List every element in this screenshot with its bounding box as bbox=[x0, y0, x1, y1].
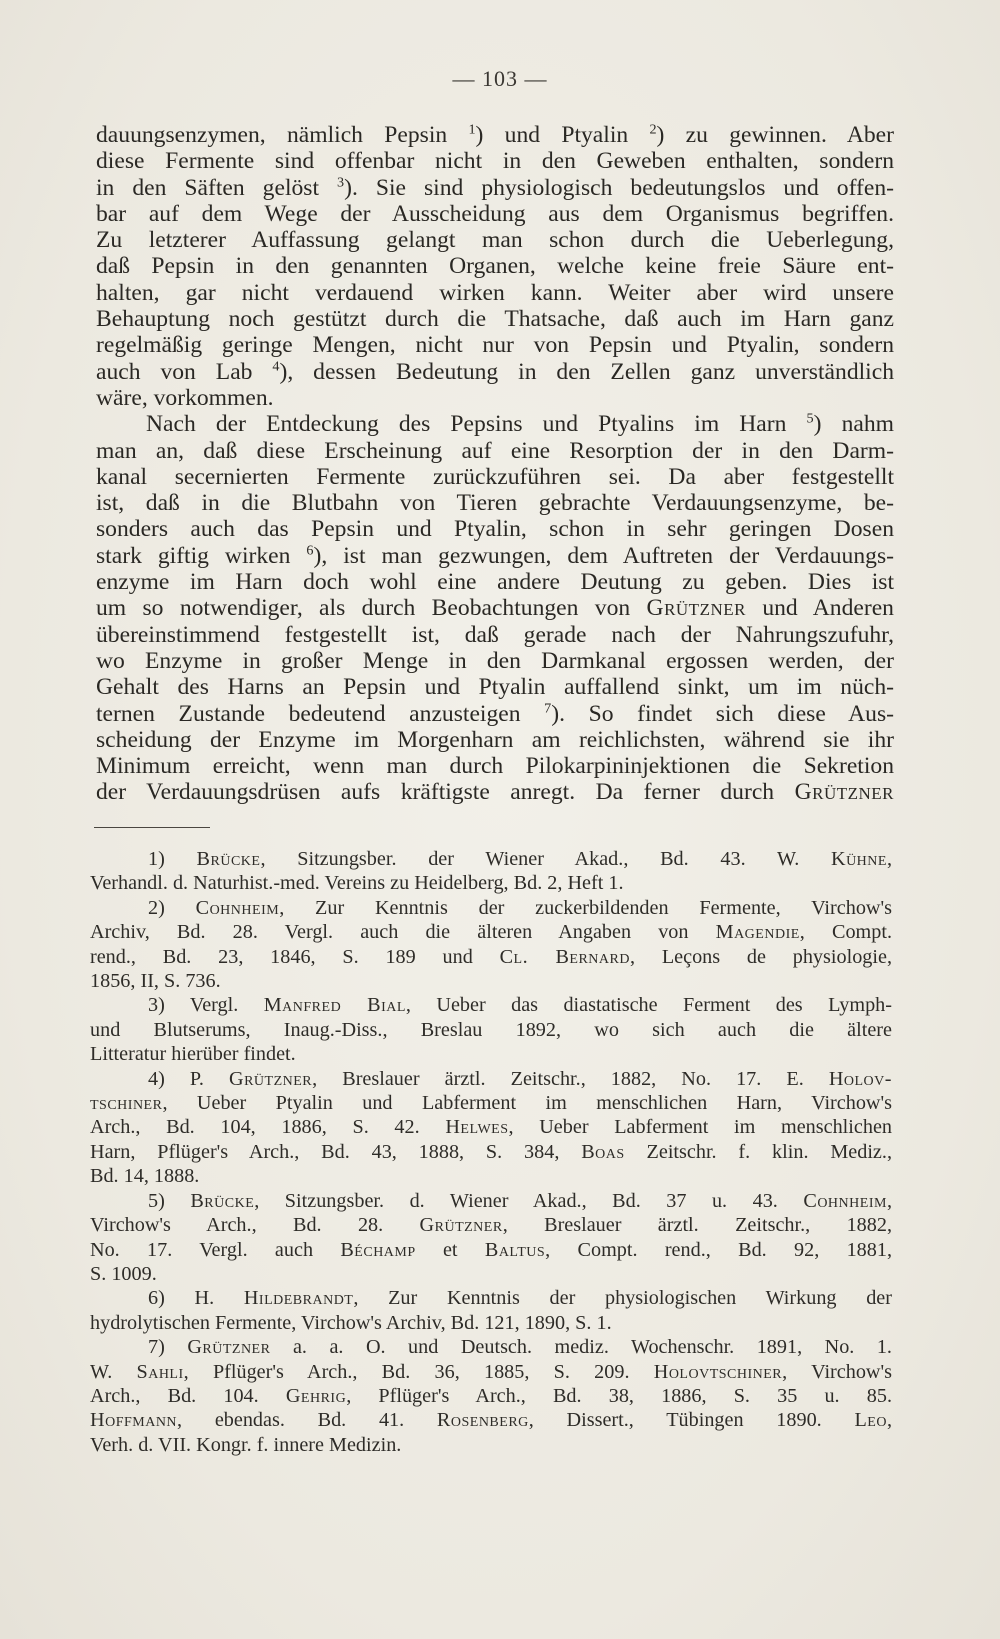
body-line: diese Fermente sind offenbar nicht in den Geweben enthalten, sondern bbox=[96, 148, 894, 175]
footnote-line: 1) Brücke, Sitzungsber. der Wiener Akad., Bd. 43. W. Kühne, bbox=[148, 848, 892, 870]
footnote-line: 2) Cohnheim, Zur Kenntnis der zuckerbildenden Fermente, Virchow's bbox=[148, 896, 892, 919]
body-line: Behauptung noch gestützt durch die Thatsache, daß auch im Harn ganz bbox=[96, 306, 894, 333]
body-line: halten, gar nicht verdauend wirken kann. Weiter aber wird unsere bbox=[96, 279, 894, 306]
footnote-line: W. Sahli, Pflüger's Arch., Bd. 36, 1885, S. 209. Holovtschiner, Virchow's bbox=[90, 1360, 892, 1383]
body-line: sonders auch das Pepsin und Ptyalin, schon in sehr geringen Dosen bbox=[96, 516, 894, 543]
footnote-line: 6) H. Hildebrandt, Zur Kenntnis der physiologischen Wirkung der bbox=[148, 1287, 892, 1310]
body-line: auch von Lab $^4$), dessen Bedeutung in den Zellen ganz unverständlich bbox=[96, 358, 894, 385]
footnotes bbox=[90, 847, 892, 1457]
body-line: Nach der Entdeckung des Pepsins und Ptyalins im Harn $^5$) nahm bbox=[146, 410, 894, 438]
footnote-line: Verhandl. d. Naturhist.-med. Vereins zu Heidelberg, Bd. 2, Heft 1. bbox=[90, 872, 624, 895]
body-line: Gehalt des Harns an Pepsin und Ptyalin auffallend sinkt, um im nüch- bbox=[96, 674, 894, 701]
footnote-line: Archiv, Bd. 28. Vergl. auch die älteren Angaben von Magendie, Compt. bbox=[90, 921, 892, 944]
body-line: bar auf dem Wege der Ausscheidung aus dem Organismus begriffen. bbox=[96, 200, 894, 227]
footnote-line: und Blutserums, Inaug.-Diss., Breslau 1892, wo sich auch die ältere bbox=[90, 1018, 892, 1041]
footnote-line: Hoffmann, ebendas. Bd. 41. Rosenberg, Dissert., Tübingen 1890. Leo, bbox=[90, 1409, 892, 1432]
page-number: — 103 — bbox=[452, 66, 548, 91]
footnote-divider bbox=[94, 827, 210, 828]
footnote-line: 5) Brücke, Sitzungsber. d. Wiener Akad., Bd. 37 u. 43. Cohnheim, bbox=[148, 1189, 892, 1212]
footnote-line: Arch., Bd. 104. Gehrig, Pflüger's Arch., Bd. 38, 1886, S. 35 u. 85. bbox=[90, 1384, 892, 1407]
body-line: Minimum erreicht, wenn man durch Pilokarpininjektionen die Sekretion bbox=[96, 753, 894, 780]
body-line: Zu letzterer Auffassung gelangt man schon durch die Ueberlegung, bbox=[96, 227, 894, 254]
footnote-line: 3) Vergl. Manfred Bial, Ueber das diastatische Ferment des Lymph- bbox=[148, 994, 892, 1017]
footnote-line: Virchow's Arch., Bd. 28. Grützner, Breslauer ärztl. Zeitschr., 1882, bbox=[90, 1214, 892, 1237]
footnote-line: rend., Bd. 23, 1846, S. 189 und Cl. Bernard, Leçons de physiologie, bbox=[90, 945, 893, 968]
body-line: um so notwendiger, als durch Beobachtungen von Grützner und Anderen bbox=[96, 595, 894, 622]
footnote-line: 1856, II, S. 736. bbox=[90, 970, 221, 993]
footnote-line: Litteratur hierüber findet. bbox=[90, 1043, 296, 1066]
body-line: in den Säften gelöst $^3$). Sie sind physiologisch bedeutungslos und offen- bbox=[96, 174, 894, 201]
body-line: man an, daß diese Erscheinung auf eine Resorption der in den Darm- bbox=[96, 437, 894, 464]
body-line: enzyme im Harn doch wohl eine andere Deutung zu geben. Dies ist bbox=[96, 569, 894, 596]
body-line: kanal secernierten Fermente zurückzuführen sei. Da aber festgestellt bbox=[96, 463, 894, 490]
footnote-line: Arch., Bd. 104, 1886, S. 42. Helwes, Ueber Labferment im menschlichen bbox=[90, 1116, 892, 1139]
footnote-line: S. 1009. bbox=[90, 1262, 157, 1285]
footnote-line: hydrolytischen Fermente, Virchow's Archiv, Bd. 121, 1890, S. 1. bbox=[90, 1311, 612, 1334]
footnote-line: tschiner, Ueber Ptyalin und Labferment im menschlichen Harn, Virchow's bbox=[90, 1092, 892, 1115]
footnote-line: 7) Grützner a. a. O. und Deutsch. mediz. Wochenschr. 1891, No. 1. bbox=[148, 1336, 892, 1359]
body-line: wo Enzyme in großer Menge in den Darmkanal ergossen werden, der bbox=[96, 647, 894, 674]
body-line: dauungsenzymen, nämlich Pepsin $^1$) und Ptyalin $^2$) zu gewinnen. Aber bbox=[96, 121, 894, 148]
body-text bbox=[96, 122, 894, 806]
body-line: stark giftig wirken $^6$), ist man gezwungen, dem Auftreten der Verdauungs- bbox=[96, 542, 894, 569]
footnote-line: No. 17. Vergl. auch Béchamp et Baltus, Compt. rend., Bd. 92, 1881, bbox=[90, 1238, 892, 1261]
body-line: scheidung der Enzyme im Morgenharn am reichlichsten, während sie ihr bbox=[96, 726, 894, 753]
body-line: wäre, vorkommen. bbox=[96, 384, 274, 411]
footnote-line: Bd. 14, 1888. bbox=[90, 1165, 200, 1188]
body-line: der Verdauungsdrüsen aufs kräftigste anregt. Da ferner durch Grützner bbox=[96, 779, 894, 806]
body-line: daß Pepsin in den genannten Organen, welche keine freie Säure ent- bbox=[96, 253, 894, 280]
body-line: regelmäßig geringe Mengen, nicht nur von Pepsin und Ptyalin, sondern bbox=[96, 332, 894, 359]
footnote-line: Harn, Pflüger's Arch., Bd. 43, 1888, S. 384, Boas Zeitschr. f. klin. Mediz., bbox=[90, 1140, 892, 1163]
footnote-line: Verh. d. VII. Kongr. f. innere Medizin. bbox=[90, 1433, 402, 1456]
body-line: übereinstimmend festgestellt ist, daß gerade nach der Nahrungszufuhr, bbox=[96, 621, 894, 648]
body-line: ternen Zustande bedeutend anzusteigen $^7$). So findet sich diese Aus- bbox=[96, 700, 894, 727]
body-line: ist, daß in die Blutbahn von Tieren gebrachte Verdauungsenzyme, be- bbox=[96, 490, 894, 517]
footnote-line: 4) P. Grützner, Breslauer ärztl. Zeitschr., 1882, No. 17. E. Holov- bbox=[148, 1067, 892, 1090]
